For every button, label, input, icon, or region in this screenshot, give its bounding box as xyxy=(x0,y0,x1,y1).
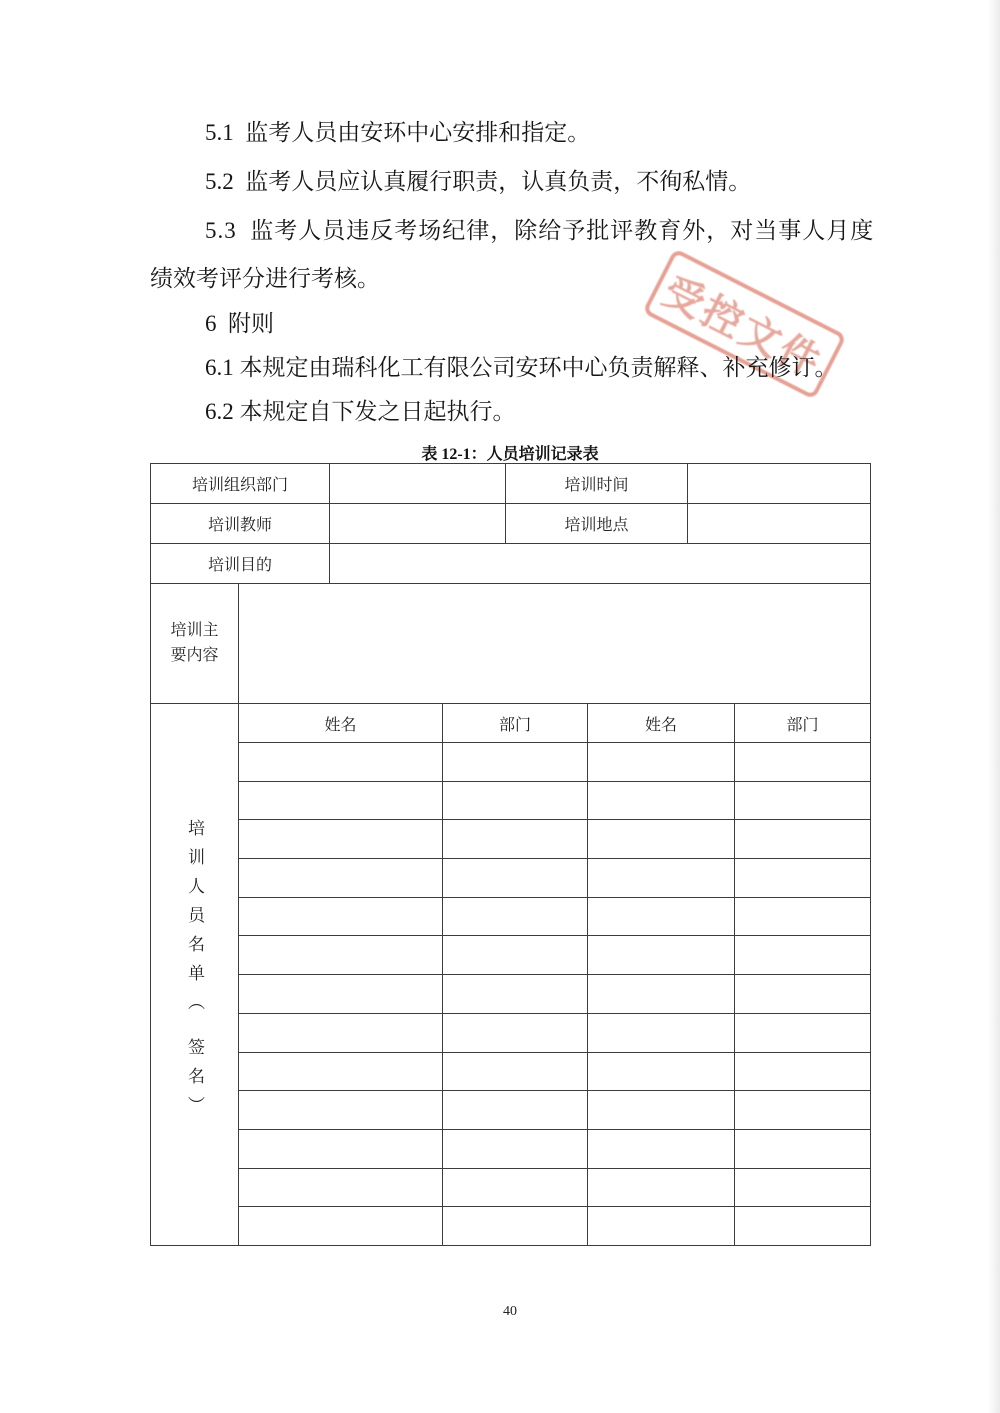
heading-6: 6 附则 xyxy=(205,311,274,336)
page-number: 40 xyxy=(503,1304,517,1319)
roster-empty-cell xyxy=(443,1013,588,1052)
roster-empty-cell xyxy=(443,936,588,975)
roster-body xyxy=(151,704,871,1246)
label-training-location: 培训地点 xyxy=(506,504,688,544)
roster-empty-row xyxy=(151,1013,871,1052)
roster-empty-row xyxy=(151,975,871,1014)
roster-empty-cell xyxy=(239,820,443,859)
roster-empty-cell xyxy=(588,820,735,859)
purpose-row xyxy=(151,544,871,584)
paragraph-6-2: 6.2 本规定自下发之日起执行。 xyxy=(205,399,516,424)
field-training-teacher xyxy=(330,504,506,544)
roster-empty-cell xyxy=(239,1129,443,1168)
field-training-org-dept xyxy=(330,464,506,504)
roster-empty-row xyxy=(151,820,871,859)
paragraph-5-3-line-2: 绩效考评分进行考核。 xyxy=(150,266,380,291)
roster-empty-cell xyxy=(443,1091,588,1130)
roster-empty-cell xyxy=(443,781,588,820)
roster-empty-cell xyxy=(239,859,443,898)
roster-empty-row xyxy=(151,859,871,898)
roster-table xyxy=(150,703,871,1246)
roster-empty-cell xyxy=(735,859,871,898)
roster-empty-cell xyxy=(443,897,588,936)
roster-empty-cell xyxy=(735,781,871,820)
roster-empty-cell xyxy=(735,936,871,975)
roster-empty-row xyxy=(151,1168,871,1207)
field-training-purpose xyxy=(330,544,871,584)
paragraph-5-3-line-1: 5.3 监考人员违反考场纪律，除给予批评教育外，对当事人月度 xyxy=(205,218,875,243)
roster-empty-cell xyxy=(239,1013,443,1052)
roster-vertical-label-cell xyxy=(151,704,239,1246)
roster-empty-cell xyxy=(735,975,871,1014)
roster-empty-cell xyxy=(239,1207,443,1246)
paragraph-5-1: 5.1 监考人员由安环中心安排和指定。 xyxy=(205,120,591,145)
roster-empty-cell xyxy=(735,1129,871,1168)
roster-empty-cell xyxy=(239,743,443,782)
roster-empty-cell xyxy=(239,1168,443,1207)
roster-empty-row xyxy=(151,1091,871,1130)
info-row-1 xyxy=(151,464,871,504)
roster-empty-row xyxy=(151,1052,871,1091)
roster-empty-cell xyxy=(735,897,871,936)
roster-empty-cell xyxy=(443,1207,588,1246)
roster-empty-cell xyxy=(239,897,443,936)
roster-empty-cell xyxy=(588,1168,735,1207)
roster-empty-cell xyxy=(443,975,588,1014)
roster-empty-cell xyxy=(588,1052,735,1091)
roster-empty-cell xyxy=(735,1052,871,1091)
roster-empty-row xyxy=(151,936,871,975)
roster-empty-cell xyxy=(443,820,588,859)
stamp-text: 受控文件 xyxy=(656,267,830,386)
roster-empty-cell xyxy=(588,859,735,898)
roster-empty-cell xyxy=(443,1052,588,1091)
roster-empty-row xyxy=(151,781,871,820)
roster-empty-row xyxy=(151,1129,871,1168)
roster-empty-cell xyxy=(443,1129,588,1168)
roster-empty-cell xyxy=(443,743,588,782)
roster-empty-cell xyxy=(239,1091,443,1130)
roster-header-name-2: 姓名 xyxy=(588,704,735,743)
main-content-row xyxy=(151,584,871,704)
field-training-location xyxy=(688,504,871,544)
roster-empty-cell xyxy=(588,936,735,975)
scan-edge-artifact xyxy=(988,0,1000,1413)
training-info-table xyxy=(150,463,871,704)
label-training-teacher: 培训教师 xyxy=(151,504,330,544)
roster-empty-cell xyxy=(735,1168,871,1207)
roster-empty-cell xyxy=(735,820,871,859)
roster-empty-cell xyxy=(735,743,871,782)
field-main-content xyxy=(239,584,871,704)
roster-empty-cell xyxy=(588,1013,735,1052)
paragraph-6-1: 6.1 本规定由瑞科化工有限公司安环中心负责解释、补充修订。 xyxy=(205,355,838,380)
roster-header-dept-2: 部门 xyxy=(735,704,871,743)
roster-header-row xyxy=(151,704,871,743)
roster-header-dept-1: 部门 xyxy=(443,704,588,743)
label-training-time: 培训时间 xyxy=(506,464,688,504)
roster-empty-row xyxy=(151,743,871,782)
roster-empty-cell xyxy=(588,1129,735,1168)
roster-empty-row xyxy=(151,1207,871,1246)
roster-empty-cell xyxy=(588,781,735,820)
label-training-org-dept: 培训组织部门 xyxy=(151,464,330,504)
field-training-time xyxy=(688,464,871,504)
paragraph-5-2: 5.2 监考人员应认真履行职责，认真负责，不徇私情。 xyxy=(205,169,752,194)
roster-empty-cell xyxy=(239,975,443,1014)
label-main-content xyxy=(151,584,239,704)
roster-empty-cell xyxy=(588,897,735,936)
info-row-2 xyxy=(151,504,871,544)
roster-empty-cell xyxy=(588,975,735,1014)
roster-empty-cell xyxy=(588,1207,735,1246)
roster-vertical-label: 培训人员名单（ 签名） xyxy=(185,818,204,1126)
roster-empty-cell xyxy=(239,1052,443,1091)
main-content-label-text: 培训主要内容 xyxy=(170,621,219,664)
roster-empty-row xyxy=(151,897,871,936)
roster-empty-cell xyxy=(588,1091,735,1130)
roster-empty-cell xyxy=(735,1207,871,1246)
roster-empty-cell xyxy=(735,1091,871,1130)
roster-empty-cell xyxy=(588,743,735,782)
roster-empty-cell xyxy=(239,781,443,820)
roster-empty-cell xyxy=(239,936,443,975)
roster-header-name-1: 姓名 xyxy=(239,704,443,743)
label-training-purpose: 培训目的 xyxy=(151,544,330,584)
roster-empty-cell xyxy=(443,859,588,898)
roster-empty-cell xyxy=(443,1168,588,1207)
table-title: 表 12-1：人员培训记录表 xyxy=(421,446,599,463)
roster-empty-cell xyxy=(735,1013,871,1052)
